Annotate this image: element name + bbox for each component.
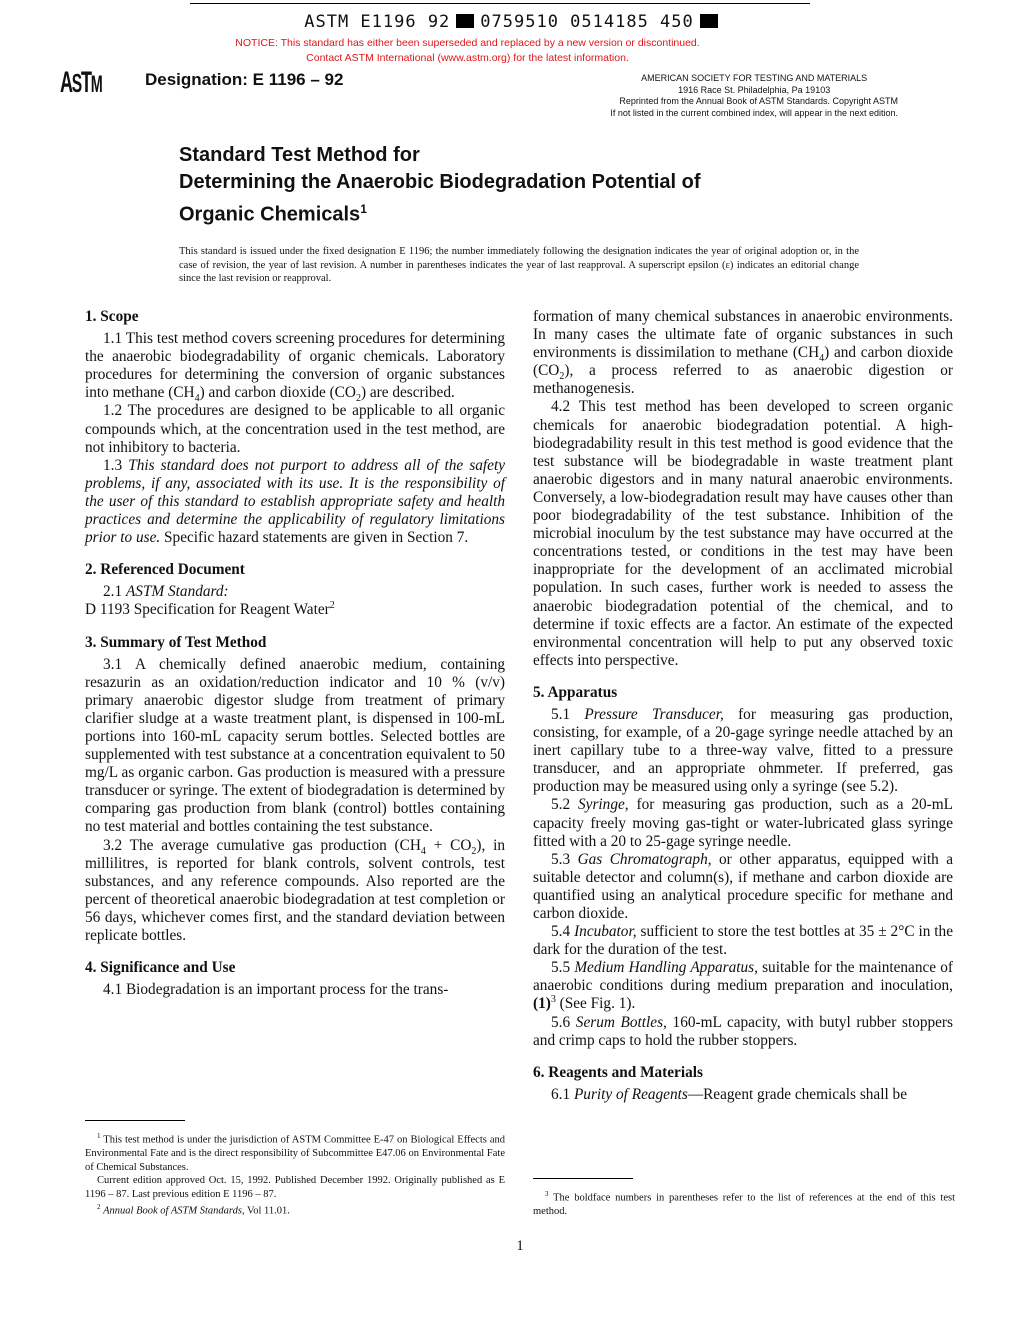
text-run: Current edition approved Oct. 15, 1992. Published December 1992. Originally published as E 1196 – 87. Last previous edition E 1196 – 87. (85, 1175, 505, 1200)
paragraph (533, 851, 953, 923)
section-heading: 6. Reagents and Materials (533, 1063, 703, 1081)
code-left: ASTM E1196 92 (304, 12, 451, 32)
text-run: 160-mL capacity, with butyl rubber stoppers and crimp caps to hold the rubber stoppers. (533, 1013, 953, 1049)
paragraph (85, 457, 505, 547)
footnote-rule (85, 1120, 185, 1121)
text-run: D 1193 Specification for Reagent Water (85, 601, 330, 619)
section-heading: 2. Referenced Document (85, 561, 245, 579)
block-mark (700, 14, 718, 28)
paragraph (85, 402, 505, 456)
title-line-1: Standard Test Method for (179, 144, 420, 166)
subscript: 4 (194, 393, 200, 405)
text-run: This standard does not purport to address all of the safety problems, if any, associated with its use. It is the responsibility of the user of this standard to establish appropriate safety and health practices and determine the applicability of regulatory limitations prior to use. (85, 456, 505, 547)
document-title (179, 142, 701, 229)
text-run: Annual Book of ASTM Standards, (103, 1205, 245, 1217)
section-heading: 3. Summary of Test Method (85, 633, 267, 651)
text-run: ), in millilitres, is reported for blank controls, solvent controls, test substances, and any reference compounds. Also reported are the percent of theoretical anaerobic biodegradation at test completion or 56 days, whichever comes first, and the standard deviation between replicate bottles. (85, 836, 505, 944)
text-run: Purity of Reagents (573, 1085, 688, 1103)
paragraph (85, 656, 505, 837)
text-run: formation of many chemical substances in anaerobic environments. In many cases the ultimate fate of organic substances in such environments is dissimilation to methane (CH (533, 308, 953, 362)
subscript: 4 (819, 353, 825, 365)
text-run: 3.1 A chemically defined anaerobic medium, containing resazurin as an oxidation/reduction indicator and 10 % (v/v) primary anaerobic digestor sludge from treatment of primary clarifier sludge at a waste treatment plant, is dispensed in 100-mL portions into 160-mL capacity serum bottles. Selected bottles are supplemented with test substance at a concentration equivalent to 50 mg/L as organic carbon. Gas production is measured with a pressure transducer or syringe. The extent of biodegradation is determined by comparing gas production from blank (control) bottles containing no test material and bottles containing the test substance. (85, 655, 505, 836)
text-run: 3.2 The average cumulative gas production (CH (103, 836, 421, 854)
text-run: —Reagent grade chemicals shall be (687, 1085, 907, 1103)
text-run: 5.4 (551, 923, 575, 941)
section-heading: 1. Scope (85, 308, 139, 325)
footnote-rule (533, 1178, 633, 1179)
text-run: 2.1 (103, 583, 126, 601)
notice-line-2: Contact ASTM International (www.astm.org) for the latest information. (306, 52, 629, 64)
text-run: 5.5 (551, 959, 575, 977)
text-run: ASTM Standard: (125, 583, 229, 601)
org-line: 1916 Race St. Philadelphia, Pa 19103 (678, 84, 831, 95)
subscript: 4 (420, 845, 426, 857)
text-run: This test method is under the jurisdiction of ASTM Committee E-47 on Biological Effects and Environmental Fate and is the direct responsibility of Subcommittee E47.06 on Environmental Fate of Chemical Substances. (85, 1134, 505, 1173)
text-run: ) and carbon dioxide (CO (533, 344, 954, 380)
footnote-ref: 1 (97, 1132, 101, 1140)
text-run: 5.6 (551, 1013, 576, 1031)
text-run: Incubator, (574, 923, 637, 941)
issue-note: This standard is issued under the fixed designation E 1196; the number immediately following the designation indicates the year of original adoption or, in the case of revision, the year of last revision. A number in parentheses indicates the year of last reapproval. A superscript epsilon (ε) indicates an editorial change since the last revision or reapproval. (179, 246, 859, 284)
footnote-ref: 3 (545, 1190, 549, 1198)
text-run: Vol 11.01. (244, 1205, 290, 1217)
astm-logo: ASTM (60, 66, 102, 99)
text-run: suitable for the maintenance of anaerobic conditions during medium preparation and inoculation, (533, 959, 953, 995)
section-heading: 4. Significance and Use (85, 959, 236, 977)
text-run: Pressure Transducer, (584, 705, 724, 723)
text-run: 6.1 (551, 1085, 574, 1103)
text-run: 5.3 (551, 850, 578, 868)
footnote (85, 1201, 505, 1218)
text-run: 5.2 (551, 796, 579, 814)
footnotes-right (533, 1188, 955, 1219)
top-rule (190, 3, 810, 4)
paragraph (85, 330, 505, 405)
text-run: 1.3 (103, 456, 129, 474)
text-run: Specific hazard statements are given in Section 7. (160, 529, 469, 547)
paragraph (85, 837, 505, 946)
text-run: for measuring gas production, consisting, for example, of a 20-gage syringe needle attached by an inert capillary tube to a three-way valve, fitted to a pressure transducer, and an appropriate ohmmeter. If preferred, gas production may be measured using only a syringe (see 5.2). (533, 705, 954, 796)
footnote (85, 1130, 505, 1174)
text-run: ), a process referred to as anaerobic digestion or methanogenesis. (533, 362, 953, 398)
text-run: for measuring gas production, such as a 20-mL capacity freely moving gas-tight or water-lubricated glass syringe fitted with a 20 to 25-gage syringe needle. (533, 796, 954, 850)
text-run: sufficient to store the test bottles at 35 ± 2°C in the dark for the duration of the test. (533, 923, 953, 959)
text-run: ) and carbon dioxide (CO (199, 384, 356, 402)
text-run: 4.2 This test method has been developed to screen organic chemicals for anaerobic biodegradation potential. A high-biodegradability result in this test method is good evidence that the test substance will be biodegradable in waste treatment plant anaerobic digestors and in many natural anaerobic environments. Conversely, a low-biodegradation result may have causes other than poor biodegradability of the test substance. Inhibition of the microbial inoculum by the test substance may have occurred at the concentrations tested, or conditions in the test may have been inappropriate for the development of an acclimated microbial population. In such cases, further work is needed to assess the anaerobic biodegradation potential of the chemical, and to determine if toxic effects are a factor. An estimate of the expected environmental concentration will help to put any observed toxic effects into perspective. (533, 398, 953, 669)
subscript: 2 (355, 393, 361, 405)
footnote-ref: 3 (550, 994, 556, 1006)
org-line: AMERICAN SOCIETY FOR TESTING AND MATERIALS (641, 73, 868, 83)
footnote-ref: 2 (329, 600, 335, 612)
paragraph (533, 308, 953, 398)
publisher-info (610, 73, 898, 119)
footnote (85, 1174, 505, 1201)
text-run: 1.2 The procedures are designed to be applicable to all organic compounds which, at the concentration used in the test method, are not inhibitory to bacteria. (85, 402, 505, 456)
paragraph (533, 398, 953, 669)
text-run: (1) (533, 995, 551, 1013)
text-run: (See Fig. 1). (555, 995, 636, 1013)
left-column (85, 308, 505, 999)
paragraph (85, 583, 505, 601)
text-run: 5.1 (551, 705, 585, 723)
page-number: 1 (516, 1238, 524, 1254)
paragraph (533, 959, 953, 1013)
document-code (0, 12, 1028, 32)
footnotes-left (85, 1130, 505, 1218)
text-run: Gas Chromatograph, (577, 850, 712, 868)
paragraph (533, 796, 953, 850)
subscript: 2 (471, 845, 477, 857)
text-run: Syringe, (578, 796, 629, 814)
notice-line-1: NOTICE: This standard has either been superseded and replaced by a new version or discontinued. (235, 37, 700, 49)
text-run: ) are described. (360, 384, 455, 402)
text-run: + CO (425, 836, 472, 854)
paragraph (533, 923, 953, 959)
designation: Designation: E 1196 – 92 (145, 70, 344, 89)
paragraph (533, 706, 953, 796)
text-run: 1.1 This test method covers screening procedures for determining the anaerobic biodegradability of organic chemicals. Laboratory procedures for determining the conversion of organic substances into methane (CH (85, 330, 505, 402)
text-run: 4.1 Biodegradation is an important process for the trans- (103, 981, 449, 999)
text-run: or other apparatus, equipped with a suitable detector and column(s), if methane and carbon dioxide are quantified using an analytical procedure specific for methane and carbon dioxide. (533, 850, 954, 922)
org-line: If not listed in the current combined index, will appear in the next edition. (610, 107, 898, 118)
right-column (533, 308, 953, 1104)
title-line-3: Organic Chemicals (179, 203, 361, 226)
text-run: Serum Bottles, (575, 1013, 667, 1031)
org-line: Reprinted from the Annual Book of ASTM Standards. Copyright ASTM (619, 96, 898, 106)
text-run: The boldface numbers in parentheses refer to the list of references at the end of this test method. (533, 1192, 955, 1217)
subscript: 2 (559, 371, 565, 383)
paragraph (85, 601, 505, 619)
block-mark (456, 14, 474, 28)
section-heading: 5. Apparatus (533, 683, 618, 701)
footnote (533, 1188, 955, 1219)
paragraph (533, 1086, 953, 1104)
paragraph (85, 981, 505, 999)
text-run: Medium Handling Apparatus, (574, 959, 758, 977)
code-right: 0759510 0514185 450 (480, 12, 694, 32)
paragraph (533, 1014, 953, 1050)
title-line-2: Determining the Anaerobic Biodegradation Potential of (179, 171, 701, 193)
title-footnote-ref: 1 (360, 202, 367, 216)
footnote-ref: 2 (97, 1203, 101, 1211)
